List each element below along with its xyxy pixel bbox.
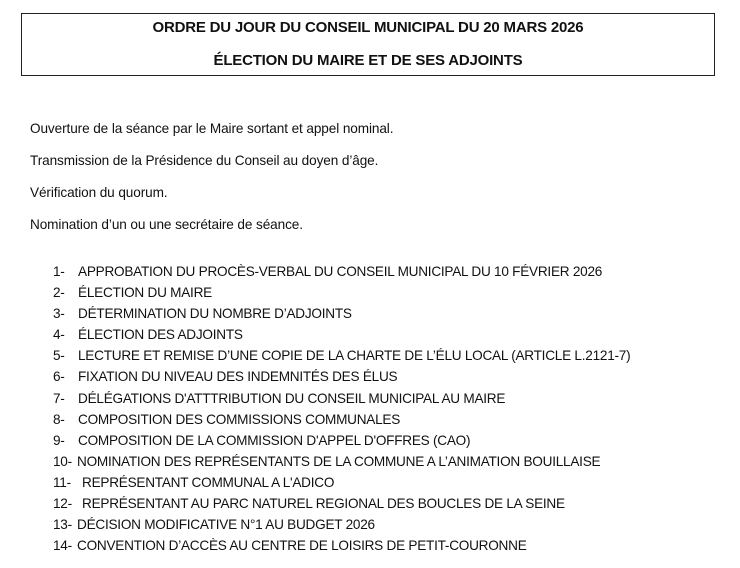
- agenda-item-number: 10-: [53, 453, 72, 469]
- agenda-item-text: DÉCISION MODIFICATIVE N°1 AU BUDGET 2026: [77, 517, 375, 533]
- intro-line-secretary: Nomination d’un ou une secrétaire de séance.: [30, 217, 303, 232]
- agenda-item: [0, 517, 740, 538]
- agenda-item-text: CONVENTION D’ACCÈS AU CENTRE DE LOISIRS DE PETIT-COURONNE: [77, 538, 527, 554]
- agenda-item-number: 14-: [53, 538, 72, 554]
- document-title: ORDRE DU JOUR DU CONSEIL MUNICIPAL DU 20 MARS 2026: [152, 19, 584, 36]
- agenda-item-number: 13-: [53, 517, 72, 533]
- agenda-item-number: 5-: [53, 348, 65, 364]
- title-box: [21, 13, 715, 76]
- agenda-item-text: DÉTERMINATION DU NOMBRE D’ADJOINTS: [78, 306, 352, 322]
- agenda-item-text: LECTURE ET REMISE D’UNE COPIE DE LA CHARTE DE L’ÉLU LOCAL (ARTICLE L.2121-7): [78, 348, 631, 364]
- agenda-item-number: 6-: [53, 369, 65, 385]
- agenda-item: [0, 412, 740, 433]
- agenda-item-text: APPROBATION DU PROCÈS-VERBAL DU CONSEIL MUNICIPAL DU 10 FÉVRIER 2026: [78, 264, 603, 279]
- agenda-item: [0, 475, 740, 496]
- agenda-item: [0, 327, 740, 348]
- agenda-item-text: COMPOSITION DE LA COMMISSION D'APPEL D'OFFRES (CAO): [78, 432, 471, 448]
- agenda-item-number: 4-: [53, 327, 65, 343]
- intro-line-presidency: Transmission de la Présidence du Conseil au doyen d’âge.: [30, 153, 379, 168]
- intro-line-opening: Ouverture de la séance par le Maire sortant et appel nominal.: [30, 121, 394, 136]
- agenda-item: [0, 369, 740, 390]
- agenda-item: [0, 306, 740, 327]
- agenda-item: [0, 391, 740, 412]
- agenda-item-number: 3-: [53, 306, 65, 322]
- agenda-item-number: 12-: [53, 496, 72, 512]
- agenda-item-text: REPRÉSENTANT AU PARC NATUREL REGIONAL DES BOUCLES DE LA SEINE: [82, 496, 565, 512]
- agenda-item-text: DÉLÉGATIONS D'ATTTRIBUTION DU CONSEIL MUNICIPAL AU MAIRE: [78, 390, 506, 406]
- document-subtitle: ÉLECTION DU MAIRE ET DE SES ADJOINTS: [213, 52, 523, 69]
- agenda-item-number: 1-: [53, 264, 65, 279]
- intro-line-quorum: Vérification du quorum.: [30, 185, 168, 200]
- agenda-item: [0, 538, 740, 559]
- agenda-item-text: COMPOSITION DES COMMISSIONS COMMUNALES: [78, 411, 401, 427]
- agenda-item: [0, 433, 740, 454]
- agenda-item-number: 2-: [53, 285, 65, 301]
- agenda-item: [0, 264, 740, 285]
- agenda-item: [0, 348, 740, 369]
- agenda-item-number: 8-: [53, 411, 65, 427]
- agenda-list: [0, 264, 740, 559]
- agenda-item-text: ÉLECTION DU MAIRE: [78, 285, 212, 301]
- agenda-item-text: NOMINATION DES REPRÉSENTANTS DE LA COMMUNE A L’ANIMATION BOUILLAISE: [77, 453, 601, 469]
- agenda-item-number: 7-: [53, 390, 65, 406]
- agenda-item: [0, 496, 740, 517]
- agenda-item: [0, 285, 740, 306]
- agenda-item-text: ÉLECTION DES ADJOINTS: [78, 327, 243, 343]
- agenda-item-text: FIXATION DU NIVEAU DES INDEMNITÉS DES ÉLUS: [78, 369, 398, 385]
- agenda-item: [0, 454, 740, 475]
- agenda-item-number: 9-: [53, 432, 65, 448]
- agenda-item-text: REPRÉSENTANT COMMUNAL A L'ADICO: [82, 474, 335, 490]
- agenda-item-number: 11-: [53, 474, 71, 490]
